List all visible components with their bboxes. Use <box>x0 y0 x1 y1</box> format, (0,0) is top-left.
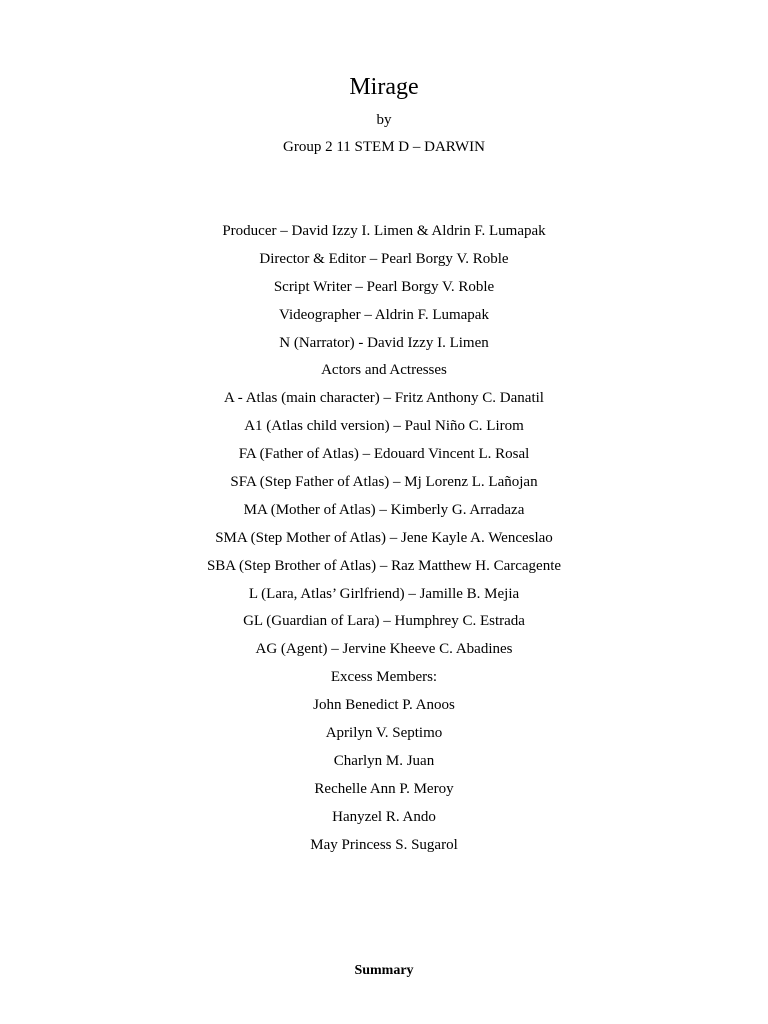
credit-line: AG (Agent) – Jervine Kheeve C. Abadines <box>255 641 513 658</box>
member-line: Hanyzel R. Ando <box>332 808 436 825</box>
credit-line: A1 (Atlas child version) – Paul Niño C. Lirom <box>244 418 524 435</box>
document-title: Mirage <box>349 74 419 100</box>
credit-line: SMA (Step Mother of Atlas) – Jene Kayle A. Wenceslao <box>215 529 553 546</box>
credit-line: Director & Editor – Pearl Borgy V. Roble <box>259 250 509 267</box>
member-line: May Princess S. Sugarol <box>310 836 458 853</box>
credit-line: N (Narrator) - David Izzy I. Limen <box>279 334 489 351</box>
credit-line: GL (Guardian of Lara) – Humphrey C. Estrada <box>243 613 525 630</box>
credit-line: A - Atlas (main character) – Fritz Anthony C. Danatil <box>224 390 544 407</box>
credit-line: L (Lara, Atlas’ Girlfriend) – Jamille B. Mejia <box>248 585 520 602</box>
credit-line: FA (Father of Atlas) – Edouard Vincent L. Rosal <box>238 446 530 463</box>
credit-section-heading: Actors and Actresses <box>321 362 447 379</box>
summary-heading: Summary <box>354 963 414 978</box>
credit-line: SFA (Step Father of Atlas) – Mj Lorenz L. Lañojan <box>230 474 538 491</box>
credit-line: SBA (Step Brother of Atlas) – Raz Matthew H. Carcagente <box>206 557 562 574</box>
member-line: John Benedict P. Anoos <box>313 697 455 714</box>
credit-line: Producer – David Izzy I. Limen & Aldrin F. Lumapak <box>222 223 546 239</box>
credits-list <box>0 217 768 858</box>
credit-line: Videographer – Aldrin F. Lumapak <box>279 306 489 323</box>
credit-line: MA (Mother of Atlas) – Kimberly G. Arradaza <box>243 501 525 518</box>
member-line: Charlyn M. Juan <box>333 752 435 769</box>
byline: by <box>376 112 392 128</box>
credit-line: Script Writer – Pearl Borgy V. Roble <box>273 278 495 295</box>
credit-section-heading: Excess Members: <box>330 669 438 686</box>
member-line: Aprilyn V. Septimo <box>325 725 443 742</box>
member-line: Rechelle Ann P. Meroy <box>314 780 454 797</box>
group-name: Group 2 11 STEM D – DARWIN <box>283 139 485 155</box>
